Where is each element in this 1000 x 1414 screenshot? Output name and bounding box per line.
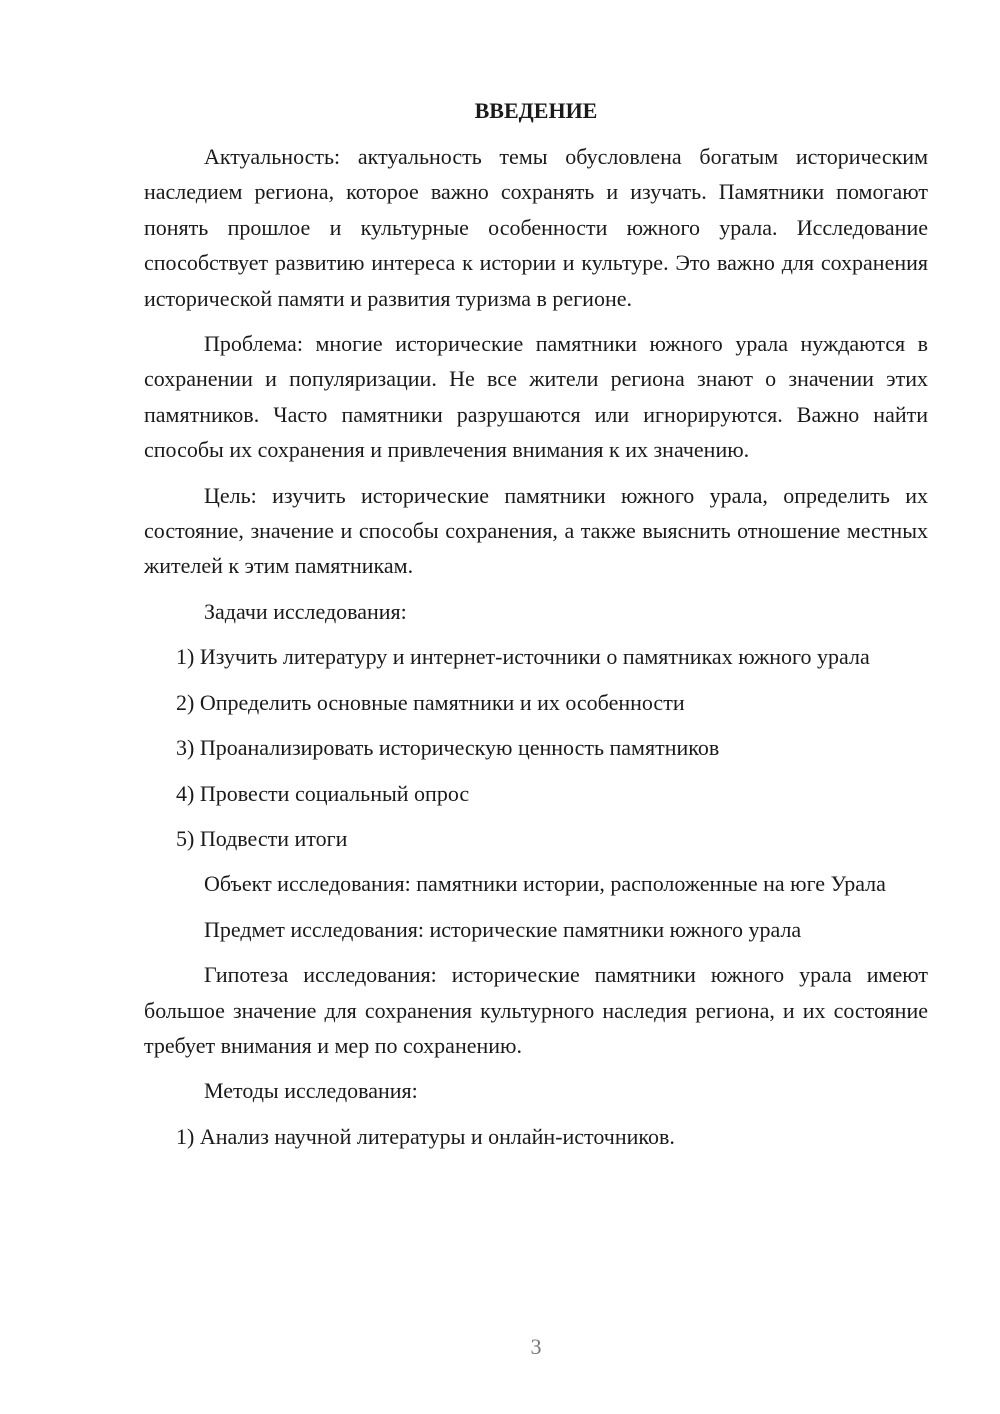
hypothesis-paragraph: Гипотеза исследования: исторические памятники южного урала имеют большое значение для сохранения культурного наследия региона, и их состояние требует внимания и мер по сохранению. — [144, 962, 928, 1058]
relevance-paragraph: Актуальность: актуальность темы обусловлена богатым историческим наследием региона, которое важно сохранять и изучать. Памятники помогают понять прошлое и культурные особенности южного урала. Исследование способствует развитию интереса к истории и культуре. Это важно для сохранения исторической памяти и развития туризма в регионе. — [144, 144, 928, 311]
object-paragraph: Объект исследования: памятники истории, расположенные на юге Урала — [204, 871, 886, 897]
goal-paragraph: Цель: изучить исторические памятники южного урала, определить их состояние, значение и способы сохранения, а также выяснить отношение местных жителей к этим памятникам. — [144, 482, 928, 579]
tasks-heading: Задачи исследования: — [204, 598, 407, 624]
task-item: 5) Подвести итоги — [176, 825, 348, 851]
task-item: 4) Провести социальный опрос — [176, 780, 470, 806]
task-item: 2) Определить основные памятники и их особенности — [176, 689, 685, 715]
document-page — [144, 96, 928, 1164]
page-number: 3 — [530, 1334, 542, 1359]
problem-paragraph: Проблема: многие исторические памятники южного урала нуждаются в сохранении и популяризации. Не все жители региона знают о значении этих памятников. Часто памятники разрушаются или игнорируются. Важно найти способы их сохранения и привлечения внимания к их значению. — [144, 331, 928, 463]
section-title: ВВЕДЕНИЕ — [474, 98, 598, 123]
task-item: 1) Изучить литературу и интернет-источники о памятниках южного урала — [176, 644, 870, 670]
task-item: 3) Проанализировать историческую ценность памятников — [176, 735, 720, 761]
method-item: 1) Анализ научной литературы и онлайн-источников. — [176, 1123, 675, 1149]
subject-paragraph: Предмет исследования: исторические памятники южного урала — [204, 916, 802, 942]
methods-heading: Методы исследования: — [204, 1078, 418, 1104]
